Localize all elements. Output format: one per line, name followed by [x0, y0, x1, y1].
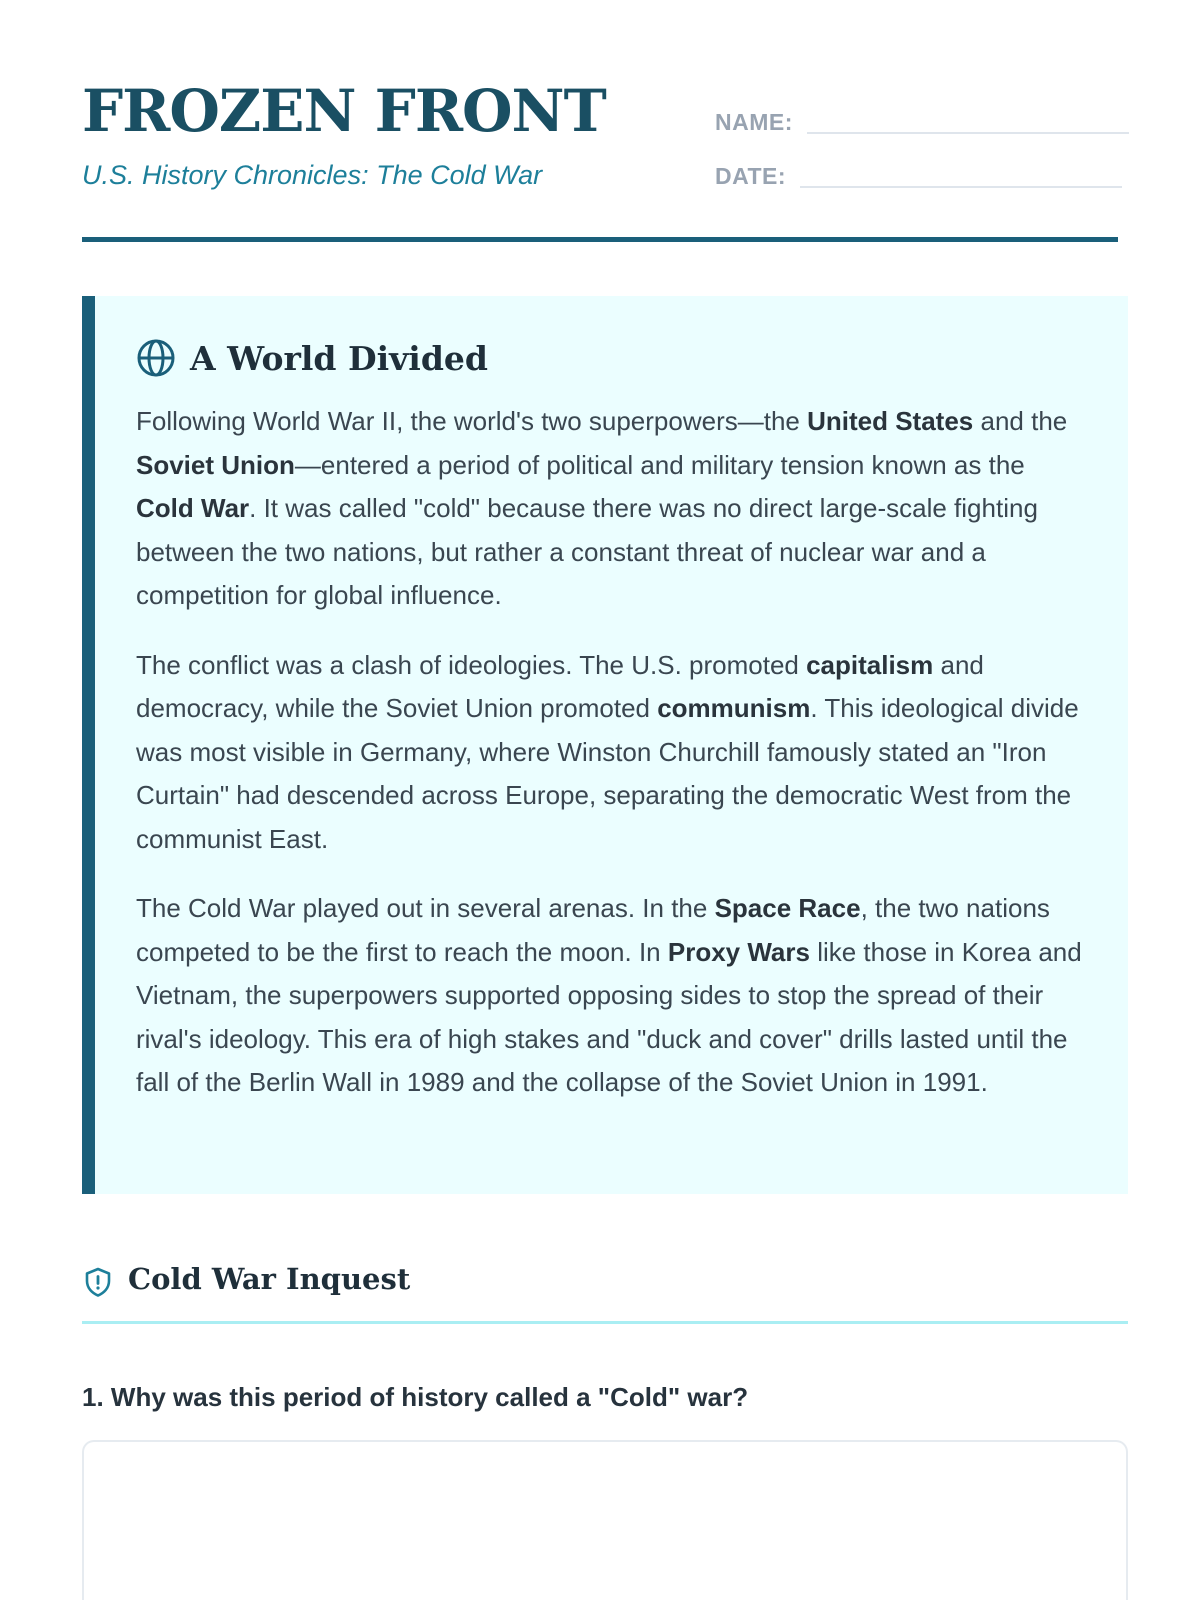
key-term: communism: [657, 693, 811, 723]
globe-icon: [136, 338, 176, 378]
key-term: capitalism: [806, 649, 934, 680]
reading-title: A World Divided: [190, 338, 488, 378]
name-input-line[interactable]: [807, 104, 1129, 134]
name-label: NAME:: [715, 109, 793, 135]
key-term: Space Race: [714, 893, 861, 923]
date-input-line[interactable]: [800, 158, 1122, 188]
shield-alert-icon: [82, 1266, 114, 1298]
key-term: Soviet Union: [136, 449, 295, 480]
reading-paragraph: The conflict was a clash of ideologies. The U.S. promoted capitalism and democracy, while the Soviet Union promoted communism. This ideological divide was most visible in Germany, where Winston Churchill famously stated an "Iron Curtain" had descended across Europe, separating the democratic West from the communist East.: [136, 649, 1079, 854]
questions-section-heading: [82, 1262, 1128, 1324]
key-term: United States: [807, 406, 974, 436]
question-1: 1. Why was this period of history called a "Cold" war?: [82, 1382, 749, 1412]
name-field: [715, 104, 1129, 134]
worksheet-title: FROZEN FRONT: [82, 77, 606, 145]
date-field: [715, 158, 1122, 188]
key-term: Cold War: [136, 493, 250, 523]
reading-paragraph: The Cold War played out in several arenas. In the Space Race, the two nations competed to be the first to reach the moon. In Proxy Wars like those in Korea and Vietnam, the superpowers supported opposing sides to stop the spread of their rival's ideology. This era of high stakes and "duck and cover" drills lasted until the fall of the Berlin Wall in 1989 and the collapse of the Soviet Union in 1991.: [136, 893, 1082, 1097]
section-title: Cold War Inquest: [128, 1262, 411, 1296]
reading-heading: [136, 338, 1088, 378]
reading-paragraph: Following World War II, the world's two superpowers—the United States and the Soviet Union—entered a period of political and military tension known as the Cold War. It was called "cold" because there was no direct large-scale fighting between the two nations, but rather a constant threat of nuclear war and a competition for global influence.: [136, 406, 1068, 610]
worksheet-header: [82, 0, 1118, 242]
reading-passage: [82, 296, 1128, 1194]
worksheet-subtitle: U.S. History Chronicles: The Cold War: [82, 160, 543, 190]
date-label: DATE:: [715, 163, 787, 189]
answer-box-1[interactable]: [82, 1440, 1128, 1600]
key-term: Proxy Wars: [667, 936, 810, 967]
